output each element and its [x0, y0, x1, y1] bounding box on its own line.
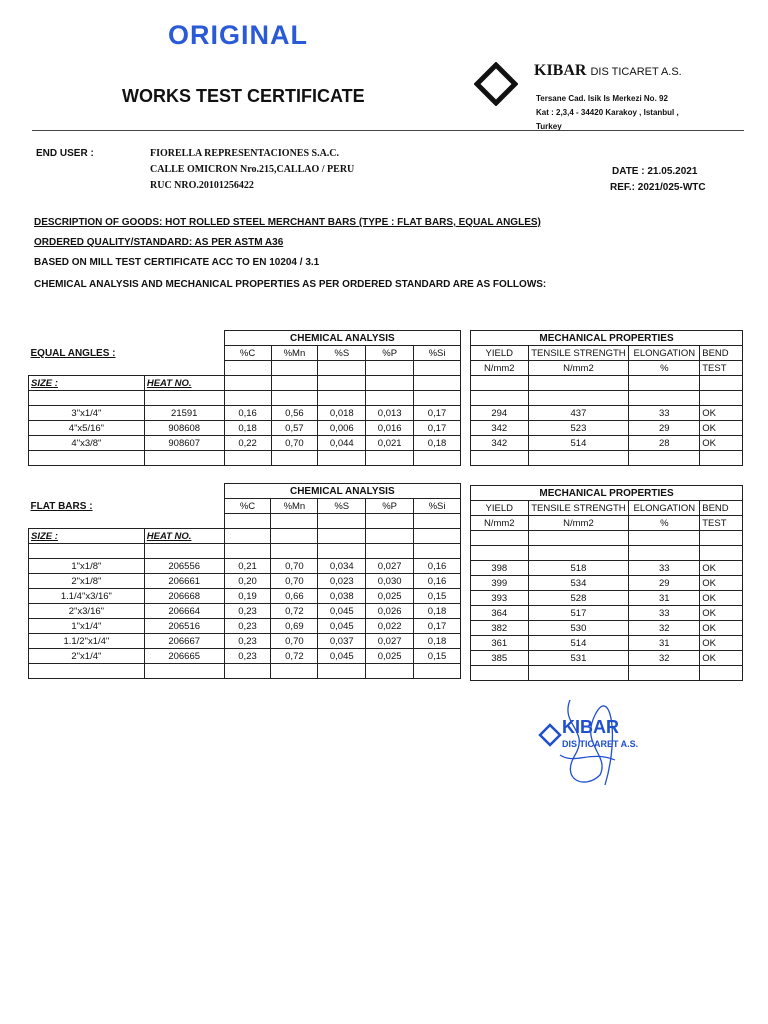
col-header-c: %C [224, 346, 271, 361]
s-cell: 0,044 [318, 436, 366, 451]
col-header-c: %C [224, 499, 271, 514]
mn-cell: 0,69 [271, 619, 318, 634]
yield-cell: 399 [471, 576, 529, 591]
p-cell: 0,027 [366, 559, 414, 574]
mn-cell: 0,72 [271, 604, 318, 619]
company-address-line: Tersane Cad. Isik Is Merkezi No. 92 [536, 94, 668, 103]
yield-cell: 398 [471, 561, 529, 576]
equal-angles-mechanical-table [470, 330, 743, 466]
table-row [471, 651, 743, 666]
p-cell: 0,030 [366, 574, 414, 589]
reference: REF.: 2021/025-WTC [610, 182, 706, 193]
s-cell: 0,045 [318, 604, 366, 619]
heat-no-cell: 206661 [144, 574, 224, 589]
yield-cell: 361 [471, 636, 529, 651]
elongation-cell: 33 [629, 561, 700, 576]
ordered-quality: ORDERED QUALITY/STANDARD: AS PER ASTM A36 [34, 237, 284, 248]
end-user-line: FIORELLA REPRESENTACIONES S.A.C. [150, 148, 340, 159]
table-row [29, 604, 461, 619]
table-row [471, 576, 743, 591]
tensile-cell: 517 [528, 606, 629, 621]
s-cell: 0,018 [318, 406, 366, 421]
bend-test-header: TEST [700, 516, 743, 531]
heat-no-header: HEAT NO. [144, 529, 224, 544]
heat-no-cell: 206556 [144, 559, 224, 574]
table-row [471, 561, 743, 576]
end-user-label: END USER : [36, 148, 94, 159]
yield-header: YIELD [471, 346, 529, 361]
p-cell: 0,013 [366, 406, 414, 421]
bend-cell: OK [700, 561, 743, 576]
elongation-header: ELONGATION [629, 501, 700, 516]
yield-cell: 393 [471, 591, 529, 606]
size-header: SIZE : [29, 376, 145, 391]
yield-cell: 382 [471, 621, 529, 636]
table-row [471, 621, 743, 636]
c-cell: 0,18 [224, 421, 271, 436]
bend-cell: OK [700, 421, 743, 436]
size-cell: 2"x1/4" [29, 649, 145, 664]
s-cell: 0,023 [318, 574, 366, 589]
elongation-cell: 31 [629, 636, 700, 651]
s-cell: 0,045 [318, 619, 366, 634]
elongation-cell: 32 [629, 621, 700, 636]
based-on-certificate: BASED ON MILL TEST CERTIFICATE ACC TO EN 10204 / 3.1 [34, 257, 320, 268]
elongation-cell: 31 [629, 591, 700, 606]
bend-header: BEND [700, 346, 743, 361]
yield-cell: 364 [471, 606, 529, 621]
original-stamp: ORIGINAL [168, 20, 308, 50]
bend-cell: OK [700, 651, 743, 666]
yield-cell: 342 [471, 436, 529, 451]
yield-unit: N/mm2 [471, 361, 529, 376]
col-header-mn: %Mn [271, 346, 318, 361]
bend-cell: OK [700, 436, 743, 451]
equal-angles-title: EQUAL ANGLES : [30, 347, 116, 359]
table-row [29, 649, 461, 664]
si-cell: 0,18 [414, 634, 461, 649]
mn-cell: 0,70 [271, 559, 318, 574]
yield-cell: 294 [471, 406, 529, 421]
col-header-p: %P [366, 499, 414, 514]
mn-cell: 0,66 [271, 589, 318, 604]
table-row [29, 421, 461, 436]
company-name-suffix: DIS TICARET A.S. [590, 66, 682, 78]
c-cell: 0,21 [224, 559, 271, 574]
col-header-si: %Si [414, 346, 461, 361]
company-name [534, 62, 682, 80]
col-header-s: %S [318, 346, 366, 361]
bend-cell: OK [700, 621, 743, 636]
flat-bars-chemical-table [28, 483, 461, 679]
heat-no-cell: 206664 [144, 604, 224, 619]
table-row [29, 559, 461, 574]
document-title: WORKS TEST CERTIFICATE [122, 86, 365, 106]
s-cell: 0,037 [318, 634, 366, 649]
mn-cell: 0,56 [271, 406, 318, 421]
p-cell: 0,021 [366, 436, 414, 451]
p-cell: 0,016 [366, 421, 414, 436]
size-cell: 4"x5/16" [29, 421, 145, 436]
bend-cell: OK [700, 606, 743, 621]
col-header-s: %S [318, 499, 366, 514]
c-cell: 0,16 [224, 406, 271, 421]
size-cell: 1"x1/4" [29, 619, 145, 634]
svg-text:DIS TICARET A.S.: DIS TICARET A.S. [562, 739, 639, 749]
company-address-line: Kat : 2,3,4 - 34420 Karakoy , Istanbul , [536, 108, 679, 117]
size-cell: 1"x1/8" [29, 559, 145, 574]
si-cell: 0,17 [414, 421, 461, 436]
p-cell: 0,025 [366, 649, 414, 664]
flat-bars-mechanical-table [470, 485, 743, 681]
chemical-analysis-header: CHEMICAL ANALYSIS [224, 484, 460, 499]
si-cell: 0,16 [414, 574, 461, 589]
elongation-cell: 32 [629, 651, 700, 666]
company-address-line: Turkey [536, 122, 562, 131]
si-cell: 0,15 [414, 589, 461, 604]
tensile-cell: 528 [528, 591, 629, 606]
col-header-si: %Si [414, 499, 461, 514]
col-header-mn: %Mn [271, 499, 318, 514]
tensile-unit: N/mm2 [528, 516, 629, 531]
si-cell: 0,16 [414, 559, 461, 574]
end-user-line: CALLE OMICRON Nro.215,CALLAO / PERU [150, 164, 355, 175]
date: DATE : 21.05.2021 [612, 166, 698, 177]
yield-unit: N/mm2 [471, 516, 529, 531]
yield-header: YIELD [471, 501, 529, 516]
col-header-p: %P [366, 346, 414, 361]
bend-cell: OK [700, 406, 743, 421]
kibar-logo-icon [474, 62, 518, 106]
tensile-cell: 437 [528, 406, 629, 421]
header-divider [32, 130, 744, 131]
mn-cell: 0,72 [271, 649, 318, 664]
table-row [29, 406, 461, 421]
bend-cell: OK [700, 591, 743, 606]
s-cell: 0,034 [318, 559, 366, 574]
table-row [29, 634, 461, 649]
mn-cell: 0,70 [271, 436, 318, 451]
size-cell: 1.1/4"x3/16" [29, 589, 145, 604]
heat-no-cell: 908607 [144, 436, 224, 451]
c-cell: 0,23 [224, 649, 271, 664]
heat-no-cell: 206665 [144, 649, 224, 664]
description-of-goods: DESCRIPTION OF GOODS: HOT ROLLED STEEL MERCHANT BARS (TYPE : FLAT BARS, EQUAL ANGLES) [34, 217, 541, 228]
heat-no-cell: 206667 [144, 634, 224, 649]
elongation-cell: 33 [629, 406, 700, 421]
bend-test-header: TEST [700, 361, 743, 376]
si-cell: 0,17 [414, 406, 461, 421]
tensile-cell: 518 [528, 561, 629, 576]
table-row [471, 421, 743, 436]
end-user-line: RUC NRO.20101256422 [150, 180, 254, 191]
bend-cell: OK [700, 636, 743, 651]
table-row [471, 406, 743, 421]
company-signature-stamp [530, 695, 660, 795]
p-cell: 0,026 [366, 604, 414, 619]
tensile-cell: 523 [528, 421, 629, 436]
elongation-unit: % [629, 516, 700, 531]
p-cell: 0,022 [366, 619, 414, 634]
tensile-unit: N/mm2 [528, 361, 629, 376]
tensile-cell: 514 [528, 636, 629, 651]
svg-text:KIBAR: KIBAR [562, 717, 619, 737]
c-cell: 0,23 [224, 604, 271, 619]
size-cell: 1.1/2"x1/4" [29, 634, 145, 649]
table-row [29, 574, 461, 589]
si-cell: 0,18 [414, 604, 461, 619]
table-row [471, 436, 743, 451]
c-cell: 0,23 [224, 634, 271, 649]
yield-cell: 342 [471, 421, 529, 436]
tensile-header: TENSILE STRENGTH [528, 501, 629, 516]
company-name-main: KIBAR [534, 62, 587, 79]
size-header: SIZE : [29, 529, 145, 544]
size-cell: 3"x1/4" [29, 406, 145, 421]
tensile-cell: 534 [528, 576, 629, 591]
elongation-unit: % [629, 361, 700, 376]
size-cell: 2"x1/8" [29, 574, 145, 589]
tensile-header: TENSILE STRENGTH [528, 346, 629, 361]
heat-no-cell: 21591 [144, 406, 224, 421]
table-row [471, 591, 743, 606]
table-row [29, 619, 461, 634]
heat-no-cell: 206516 [144, 619, 224, 634]
c-cell: 0,20 [224, 574, 271, 589]
s-cell: 0,038 [318, 589, 366, 604]
size-cell: 2"x3/16" [29, 604, 145, 619]
elongation-cell: 29 [629, 421, 700, 436]
si-cell: 0,15 [414, 649, 461, 664]
p-cell: 0,025 [366, 589, 414, 604]
table-row [471, 606, 743, 621]
heat-no-cell: 206668 [144, 589, 224, 604]
size-cell: 4"x3/8" [29, 436, 145, 451]
flat-bars-title: FLAT BARS : [30, 500, 93, 512]
elongation-cell: 28 [629, 436, 700, 451]
p-cell: 0,027 [366, 634, 414, 649]
s-cell: 0,006 [318, 421, 366, 436]
yield-cell: 385 [471, 651, 529, 666]
mn-cell: 0,70 [271, 634, 318, 649]
elongation-cell: 29 [629, 576, 700, 591]
bend-cell: OK [700, 576, 743, 591]
c-cell: 0,22 [224, 436, 271, 451]
equal-angles-chemical-table [28, 330, 461, 466]
table-row [471, 636, 743, 651]
si-cell: 0,17 [414, 619, 461, 634]
s-cell: 0,045 [318, 649, 366, 664]
si-cell: 0,18 [414, 436, 461, 451]
heat-no-header: HEAT NO. [144, 376, 224, 391]
c-cell: 0,19 [224, 589, 271, 604]
mn-cell: 0,57 [271, 421, 318, 436]
mechanical-properties-header: MECHANICAL PROPERTIES [471, 331, 743, 346]
bend-header: BEND [700, 501, 743, 516]
tensile-cell: 531 [528, 651, 629, 666]
table-row [29, 436, 461, 451]
tensile-cell: 530 [528, 621, 629, 636]
mechanical-properties-header: MECHANICAL PROPERTIES [471, 486, 743, 501]
c-cell: 0,23 [224, 619, 271, 634]
tensile-cell: 514 [528, 436, 629, 451]
elongation-cell: 33 [629, 606, 700, 621]
heat-no-cell: 908608 [144, 421, 224, 436]
elongation-header: ELONGATION [629, 346, 700, 361]
chemical-intro: CHEMICAL ANALYSIS AND MECHANICAL PROPERTIES AS PER ORDERED STANDARD ARE AS FOLLOWS: [34, 279, 547, 290]
mn-cell: 0,70 [271, 574, 318, 589]
chemical-analysis-header: CHEMICAL ANALYSIS [224, 331, 460, 346]
table-row [29, 589, 461, 604]
